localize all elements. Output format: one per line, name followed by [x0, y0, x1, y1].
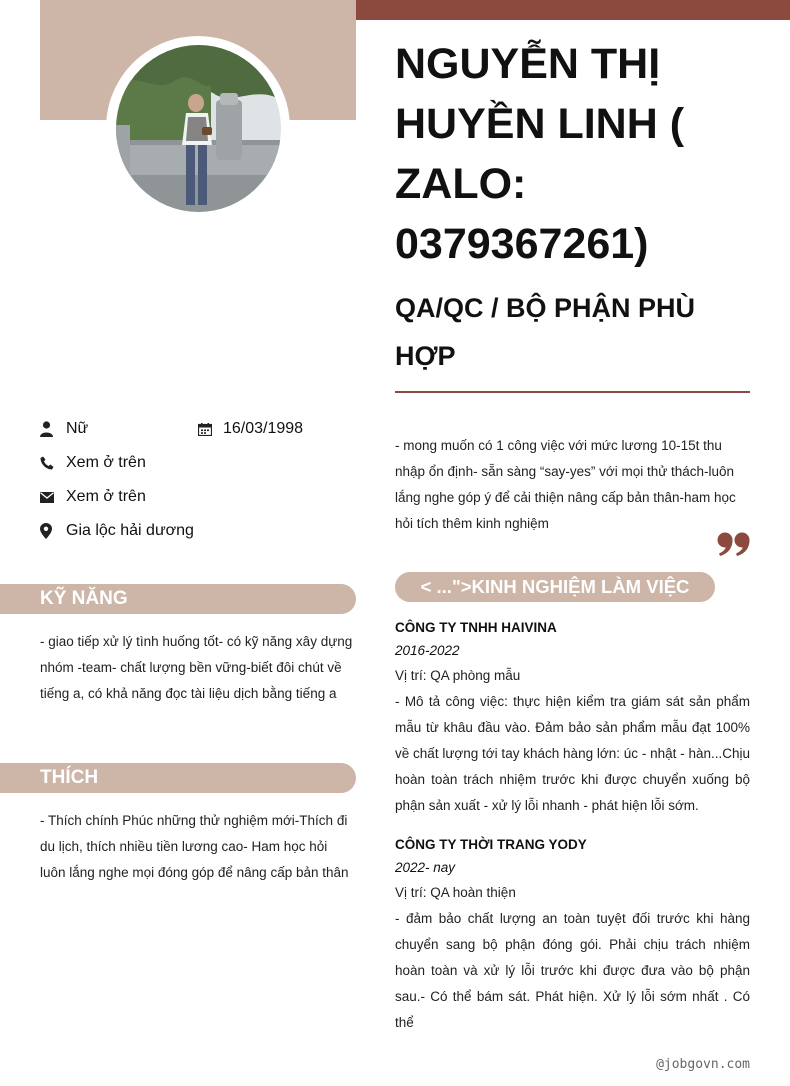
experience-header: < ...">KINH NGHIỆM LÀM VIỆC: [395, 572, 715, 602]
career-objective: - mong muốn có 1 công việc với mức lương 10-15t thu nhập ổn định- sẵn sàng “say-yes” với mọi thử thách-luôn lắng nghe góp ý để cải thiện nâng cấp bản thân-ham học hỏi tích thêm kinh nghiệm: [395, 438, 736, 531]
info-gender: [40, 417, 88, 441]
address-value: Gia lộc hải dương: [66, 522, 194, 539]
skills-header: KỸ NĂNG: [0, 584, 356, 614]
top-accent-bar: [356, 0, 790, 20]
info-address: [40, 519, 194, 543]
gender-value: Nữ: [66, 420, 89, 437]
phone-value: Xem ở trên: [66, 454, 146, 471]
experience-period: 2016-2022: [395, 643, 460, 658]
birthday-value: 16/03/1998: [223, 420, 304, 437]
person-icon: [40, 420, 66, 438]
title-divider: [395, 391, 750, 393]
info-phone: [40, 451, 146, 475]
skills-text: - giao tiếp xử lý tình huống tốt- có kỹ năng xây dựng nhóm -team- chất lượng bền vững-biết đôi chút về tiếng a, có khả năng đọc tài liệu dịch bằng tiếng a: [40, 634, 353, 701]
job-title: QA/QC / BỘ PHẬN PHÙ HỢP: [395, 293, 696, 371]
email-value: Xem ở trên: [66, 488, 146, 505]
person-photo-icon: [116, 45, 281, 212]
map-pin-icon: [40, 522, 66, 540]
info-birthday: [198, 417, 303, 441]
interests-header: THÍCH: [0, 763, 356, 793]
experience-position: Vị trí: QA hoàn thiện: [395, 885, 516, 900]
experience-position: Vị trí: QA phòng mẫu: [395, 668, 521, 683]
experience-description: - đảm bảo chất lượng an toàn tuyệt đối trước khi hàng chuyển sang bộ phận đóng gói. Phải chịu trách nhiệm hoàn toàn và xử lý lỗi trước khi được đưa vào bộ phận sau.- Có thể bám sát. Phát hiện. Xử lý lỗi sớm nhất . Có thể: [395, 911, 750, 1030]
interests-text: - Thích chính Phúc những thử nghiệm mới-Thích đi du lịch, thích nhiều tiền lương cao- Ham học hỏi luôn lắng nghe mọi đóng góp để nâng cấp bản thân: [40, 813, 349, 880]
calendar-icon: [198, 420, 223, 438]
candidate-name: NGUYỄN THỊ HUYỀN LINH ( ZALO: 0379367261): [395, 40, 685, 268]
avatar: [116, 45, 281, 212]
info-email: [40, 485, 146, 509]
quote-icon: [716, 530, 752, 560]
experience-period: 2022- nay: [395, 860, 456, 875]
phone-icon: [40, 454, 66, 472]
envelope-icon: [40, 488, 66, 506]
experience-description: - Mô tả công việc: thực hiện kiểm tra giám sát sản phẩm mẫu từ khâu đầu vào. Đảm bảo sản phẩm mẫu đạt 100% về chất lượng tới tay khách hàng lớn: úc - nhật - hàn...Chịu hoàn toàn trách nhiệm trước khi được chuyển xuống bộ phận sản xuất - xử lý lỗi nhanh - phát hiện lỗi sớm.: [395, 694, 750, 813]
watermark: @jobgovn.com: [656, 1057, 750, 1072]
experience-company: CÔNG TY TNHH HAIVINA: [395, 620, 557, 635]
experience-company: CÔNG TY THỜI TRANG YODY: [395, 837, 587, 852]
